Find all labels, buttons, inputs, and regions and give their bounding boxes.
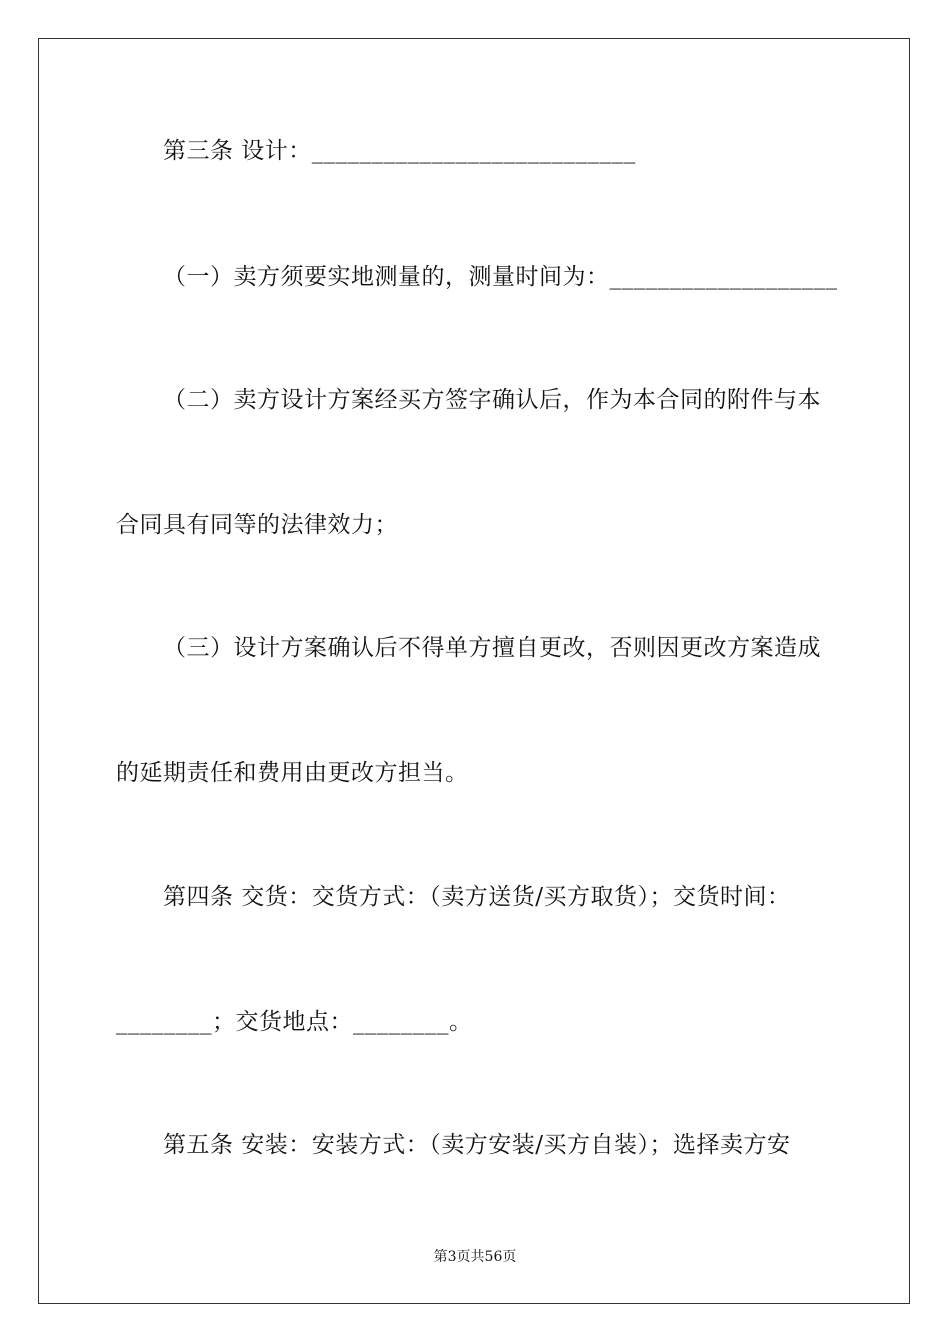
clause-3-item-2-cont: 合同具有同等的法律效力；	[116, 512, 398, 538]
page-total: 共56页	[470, 1249, 517, 1265]
page-border	[38, 38, 910, 1304]
clause-3-design: 第三条 设计：___________________________	[163, 138, 636, 164]
page-footer	[0, 1248, 950, 1266]
clause-4-delivery: 第四条 交货：交货方式：（卖方送货/买方取货）；交货时间：	[163, 884, 791, 910]
page-number: 第3页	[433, 1249, 471, 1265]
clause-3-item-3: （三）设计方案确认后不得单方擅自更改，否则因更改方案造成	[163, 635, 821, 661]
clause-3-item-3-cont: 的延期责任和费用由更改方担当。	[116, 760, 469, 786]
clause-3-item-1: （一）卖方须要实地测量的，测量时间为：___________________	[163, 264, 838, 290]
clause-4-delivery-cont: ________；交货地点：________。	[116, 1009, 473, 1035]
clause-5-installation: 第五条 安装：安装方式：（卖方安装/买方自装）；选择卖方安	[163, 1132, 791, 1158]
clause-3-item-2: （二）卖方设计方案经买方签字确认后，作为本合同的附件与本	[163, 387, 821, 413]
